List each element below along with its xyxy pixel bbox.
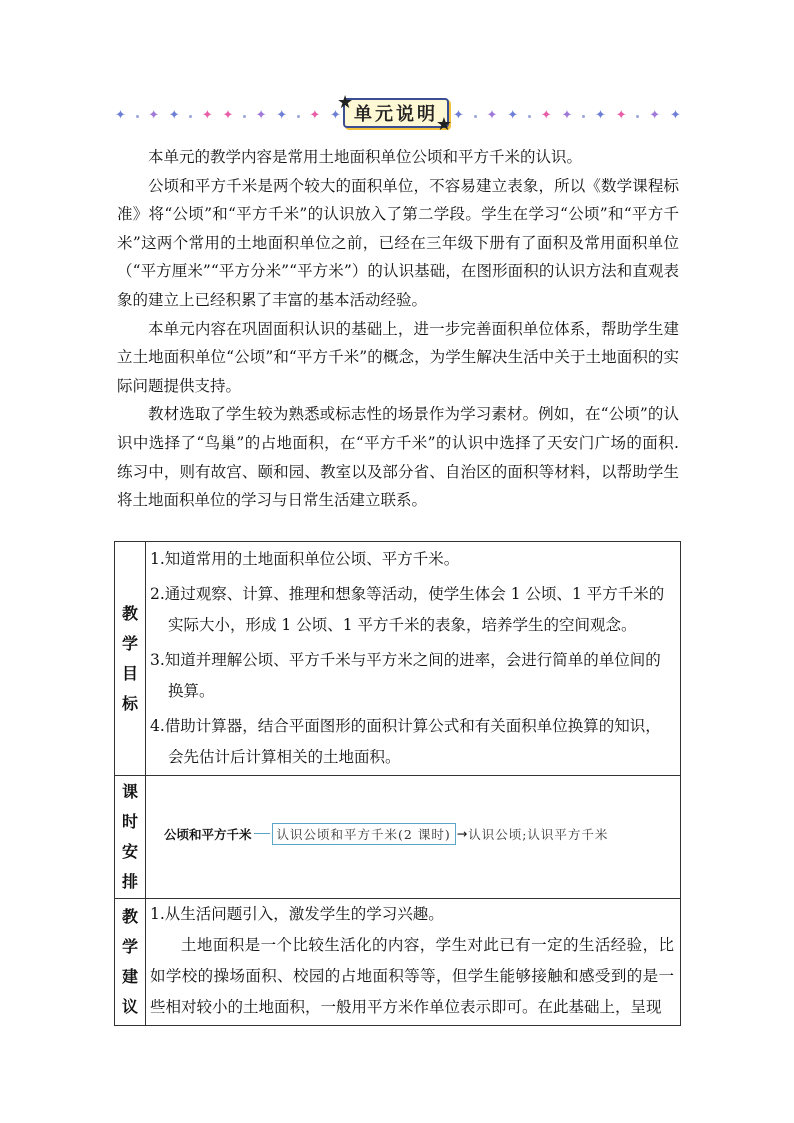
sparkle-icon: ✦ — [222, 108, 234, 123]
sparkle-icon: ✦ — [148, 108, 160, 123]
sparkle-icon: ✦ — [115, 108, 126, 123]
goals-header — [115, 542, 146, 776]
sparkle-icon: ✦ — [595, 108, 606, 123]
intro-section — [117, 143, 679, 515]
header-char: 建 — [121, 967, 138, 986]
goal-item: 3.知道并理解公顷、平方千米与平方米之间的进率，会进行简单的单位间的换算。 — [150, 651, 661, 700]
goals-content — [146, 542, 681, 776]
suggestions-header — [115, 899, 146, 1026]
schedule-row — [115, 776, 681, 899]
suggestion-item: 1.从生活问题引入，激发学生的学习兴趣。 — [150, 905, 444, 923]
flow-connector — [254, 833, 270, 834]
header-char: 安 — [121, 842, 138, 861]
dot-icon — [528, 115, 531, 118]
header-char: 目 — [121, 663, 138, 683]
sparkle-icon: ✦ — [507, 108, 519, 123]
dot-icon — [189, 115, 192, 118]
sparkle-icon: ✦ — [329, 108, 341, 123]
goal-item: 1.知道常用的土地面积单位公顷、平方千米。 — [150, 550, 460, 568]
sparkle-icon: ✦ — [168, 108, 180, 123]
sparkle-icon: ✦ — [255, 108, 267, 123]
header-char: 议 — [121, 997, 138, 1016]
goal-item: 2.通过观察、计算、推理和想象等活动，使学生体会 1 公顷、1 平方千米的实际大小，形成 1 公顷、1 平方千米的表象，培养学生的空间观念。 — [150, 585, 665, 634]
sparkle-icon: ✦ — [276, 108, 288, 123]
intro-paragraph: 教材选取了学生较为熟悉或标志性的场景作为学习素材。例如，在“公顷”的认识中选择了“鸟巢”的占地面积，在“平方千米”的认识中选择了天安门广场的面积. 练习中，则有故宫、颐和园、教室以及部分省、自治区的面积等材料，以帮助学生将土地面积单位的学习与日常生活建立联系。 — [117, 405, 679, 510]
header-char: 排 — [121, 872, 138, 891]
right-sparkle-row — [453, 108, 681, 124]
unit-title-box — [337, 92, 455, 135]
intro-paragraph: 公顷和平方千米是两个较大的面积单位，不容易建立表象，所以《数学课程标准》将“公顷”和“平方千米”的认识放入了第二学段。学生在学习“公顷”和“平方千米”这两个常用的土地面积单位之前，已经在三年级下册有了面积及常用面积单位（“平方厘米”“平方分米”“平方米”）的认识基础，在图形面积的认识方法和直观表象的建立上已经积累了丰富的基本活动经验。 — [117, 176, 679, 309]
header-char: 标 — [121, 693, 138, 713]
sparkle-icon: ✦ — [615, 108, 627, 123]
goals-row — [115, 542, 681, 776]
dot-icon — [636, 115, 639, 118]
flow-lesson-topics: 认识公顷;认识平方千米 — [468, 826, 609, 842]
header-char: 学 — [121, 633, 138, 653]
header-char: 课 — [121, 782, 138, 801]
unit-table — [114, 541, 681, 1026]
flow-lesson-box: 认识公顷和平方千米(2 课时) — [272, 823, 456, 845]
suggestion-paragraph: 土地面积是一个比较生活化的内容，学生对此已有一定的生活经验，比如学校的操场面积、校园的占地面积等等，但学生能够接触和感受到的是一些相对较小的土地面积，一般用平方米作单位表示即可。在此基础上，呈现 — [150, 936, 674, 1016]
sparkle-icon: ✦ — [540, 108, 552, 123]
unit-banner — [115, 92, 681, 136]
suggestions-row — [115, 899, 681, 1026]
sparkle-icon: ✦ — [453, 108, 464, 123]
sparkle-icon: ✦ — [561, 108, 573, 123]
intro-paragraph: 本单元的教学内容是常用土地面积单位公顷和平方千米的认识。 — [148, 148, 583, 166]
arrow-right-icon: → — [456, 826, 468, 841]
dot-icon — [582, 115, 585, 118]
schedule-content — [146, 776, 681, 899]
schedule-flow — [146, 776, 680, 891]
dot-icon — [297, 115, 300, 118]
schedule-header — [115, 776, 146, 899]
sparkle-icon: ✦ — [649, 108, 661, 123]
intro-paragraph: 本单元内容在巩固面积认识的基础上，进一步完善面积单位体系，帮助学生建立土地面积单位“公顷”和“平方千米”的概念，为学生解决生活中关于土地面积的实际问题提供支持。 — [117, 319, 679, 395]
corner-star-icon: ★ — [435, 114, 455, 135]
header-char: 学 — [121, 937, 138, 956]
header-char: 时 — [121, 812, 138, 831]
sparkle-icon: ✦ — [309, 108, 321, 123]
sparkle-icon: ✦ — [670, 108, 681, 123]
unit-title: 单元说明 — [354, 104, 438, 125]
dot-icon — [243, 115, 246, 118]
goal-item: 4.借助计算器，结合平面图形的面积计算公式和有关面积单位换算的知识，会先估计后计算相关的土地面积。 — [150, 717, 661, 766]
suggestions-content — [146, 899, 681, 1026]
left-sparkle-row — [115, 108, 341, 124]
corner-star-icon: ★ — [337, 92, 357, 113]
sparkle-icon: ✦ — [201, 108, 213, 123]
header-char: 教 — [121, 907, 138, 926]
sparkle-icon: ✦ — [486, 108, 498, 123]
dot-icon — [474, 115, 477, 118]
dot-icon — [136, 115, 139, 118]
header-char: 教 — [121, 603, 138, 623]
flow-unit-name: 公顷和平方千米 — [164, 826, 252, 842]
